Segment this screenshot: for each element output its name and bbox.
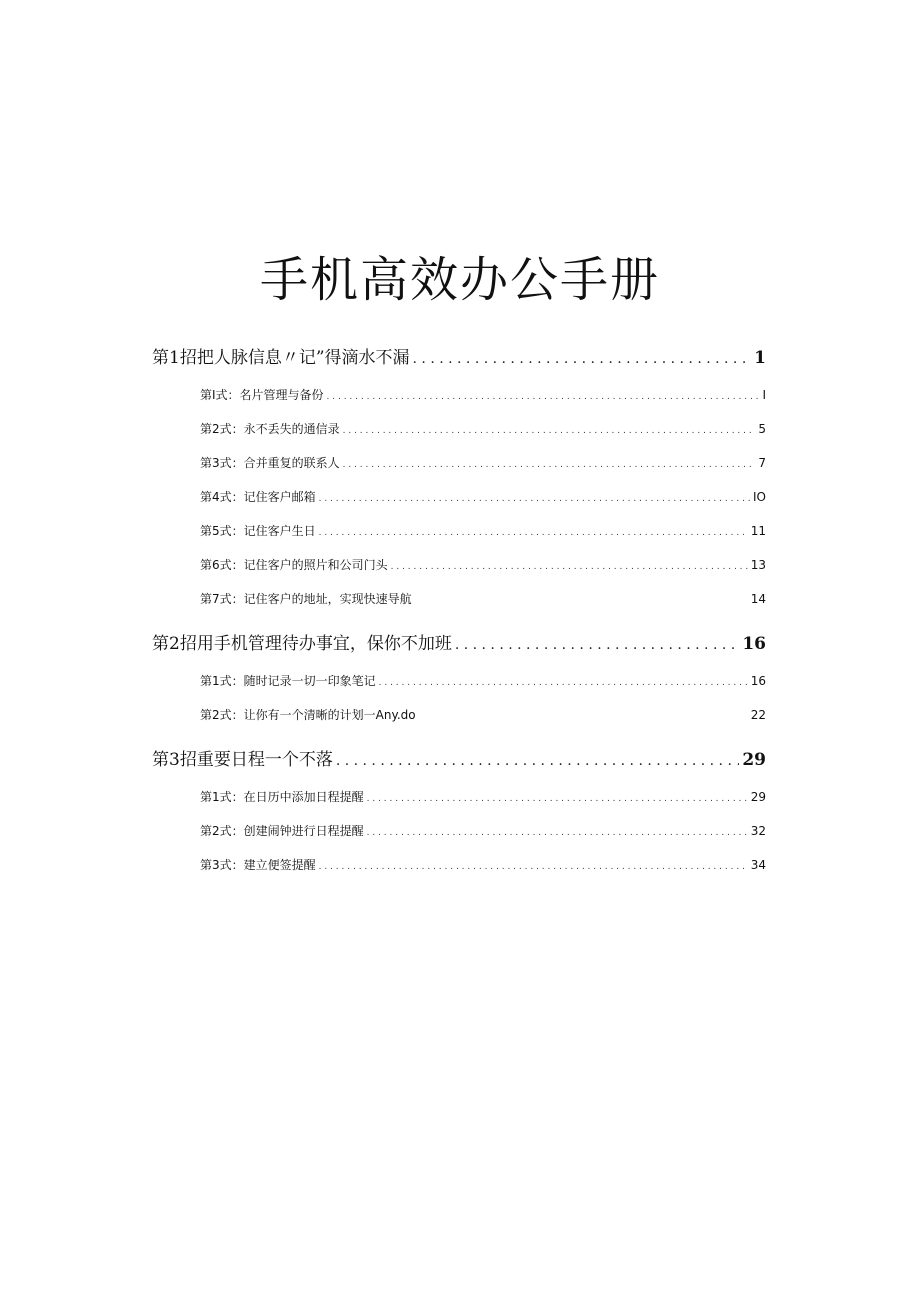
dot-leader bbox=[327, 392, 760, 402]
toc-chapter-label: 第1招把人脉信息〃记”得滴水不漏 bbox=[152, 348, 410, 368]
toc-section-1-1[interactable] bbox=[200, 386, 766, 403]
toc-section-3-2[interactable] bbox=[200, 822, 766, 839]
toc-section-label: 第3式：建立便签提醒 bbox=[200, 858, 316, 872]
toc-page-number: I bbox=[762, 388, 766, 402]
toc-page-number: 11 bbox=[750, 524, 766, 538]
document-title: 手机高效办公手册 bbox=[259, 252, 660, 308]
dot-leader bbox=[391, 562, 748, 572]
dot-leader bbox=[455, 637, 740, 653]
dot-leader bbox=[319, 494, 750, 504]
dot-leader bbox=[319, 528, 748, 538]
toc-page-number: IO bbox=[753, 490, 766, 504]
toc-page-number: 22 bbox=[750, 708, 766, 722]
toc-section-label: 第1式：随时记录一切一印象笔记 bbox=[200, 674, 376, 688]
toc-page-number: 16 bbox=[750, 674, 766, 688]
toc-section-3-3[interactable] bbox=[200, 856, 766, 873]
toc-section-1-7[interactable] bbox=[200, 590, 766, 607]
toc-section-label: 第4式：记住客户邮箱 bbox=[200, 490, 316, 504]
toc-section-1-4[interactable] bbox=[200, 488, 766, 505]
dot-leader bbox=[343, 426, 756, 436]
dot-leader bbox=[319, 862, 748, 872]
toc-section-label: 第3式：合并重复的联系人 bbox=[200, 456, 340, 470]
toc-chapter-2[interactable] bbox=[152, 629, 766, 654]
toc-page-number: 16 bbox=[742, 634, 766, 654]
toc-page-number: 1 bbox=[754, 348, 766, 368]
toc-section-label: 第2式：永不丢失的通信录 bbox=[200, 422, 340, 436]
toc-section-1-5[interactable] bbox=[200, 522, 766, 539]
dot-leader bbox=[367, 794, 748, 804]
toc-page-number: 32 bbox=[750, 824, 766, 838]
toc-page-number: 5 bbox=[758, 422, 766, 436]
toc-section-label: 第I式：名片管理与备份 bbox=[200, 388, 324, 402]
dot-leader bbox=[379, 678, 748, 688]
toc-section-2-1[interactable] bbox=[200, 672, 766, 689]
dot-leader bbox=[367, 828, 748, 838]
toc-page-number: 34 bbox=[750, 858, 766, 872]
toc-section-label: 第2式：创建闹钟进行日程提醒 bbox=[200, 824, 364, 838]
toc-page-number: 14 bbox=[750, 592, 766, 606]
toc-page-number: 7 bbox=[758, 456, 766, 470]
toc-page-number: 29 bbox=[742, 750, 766, 770]
toc-chapter-1[interactable] bbox=[152, 343, 766, 368]
dot-leader bbox=[336, 753, 740, 769]
toc-section-label: 第2式：让你有一个清晰的计划一Any.do bbox=[200, 708, 416, 722]
toc-section-label: 第5式：记住客户生日 bbox=[200, 524, 316, 538]
toc-section-2-2[interactable] bbox=[200, 706, 766, 723]
dot-leader bbox=[343, 460, 756, 470]
toc-section-1-3[interactable] bbox=[200, 454, 766, 471]
toc-section-1-2[interactable] bbox=[200, 420, 766, 437]
toc-section-label: 第7式：记住客户的地址，实现快速导航 bbox=[200, 592, 412, 606]
toc-page-number: 13 bbox=[750, 558, 766, 572]
toc-section-1-6[interactable] bbox=[200, 556, 766, 573]
toc-section-label: 第1式：在日历中添加日程提醒 bbox=[200, 790, 364, 804]
toc-chapter-label: 第2招用手机管理待办事宜，保你不加班 bbox=[152, 634, 452, 654]
toc-chapter-label: 第3招重要日程一个不落 bbox=[152, 750, 333, 770]
toc-page-number: 29 bbox=[750, 790, 766, 804]
dot-leader bbox=[413, 351, 752, 367]
toc-section-3-1[interactable] bbox=[200, 788, 766, 805]
toc-section-label: 第6式：记住客户的照片和公司门头 bbox=[200, 558, 388, 572]
toc-chapter-3[interactable] bbox=[152, 745, 766, 770]
